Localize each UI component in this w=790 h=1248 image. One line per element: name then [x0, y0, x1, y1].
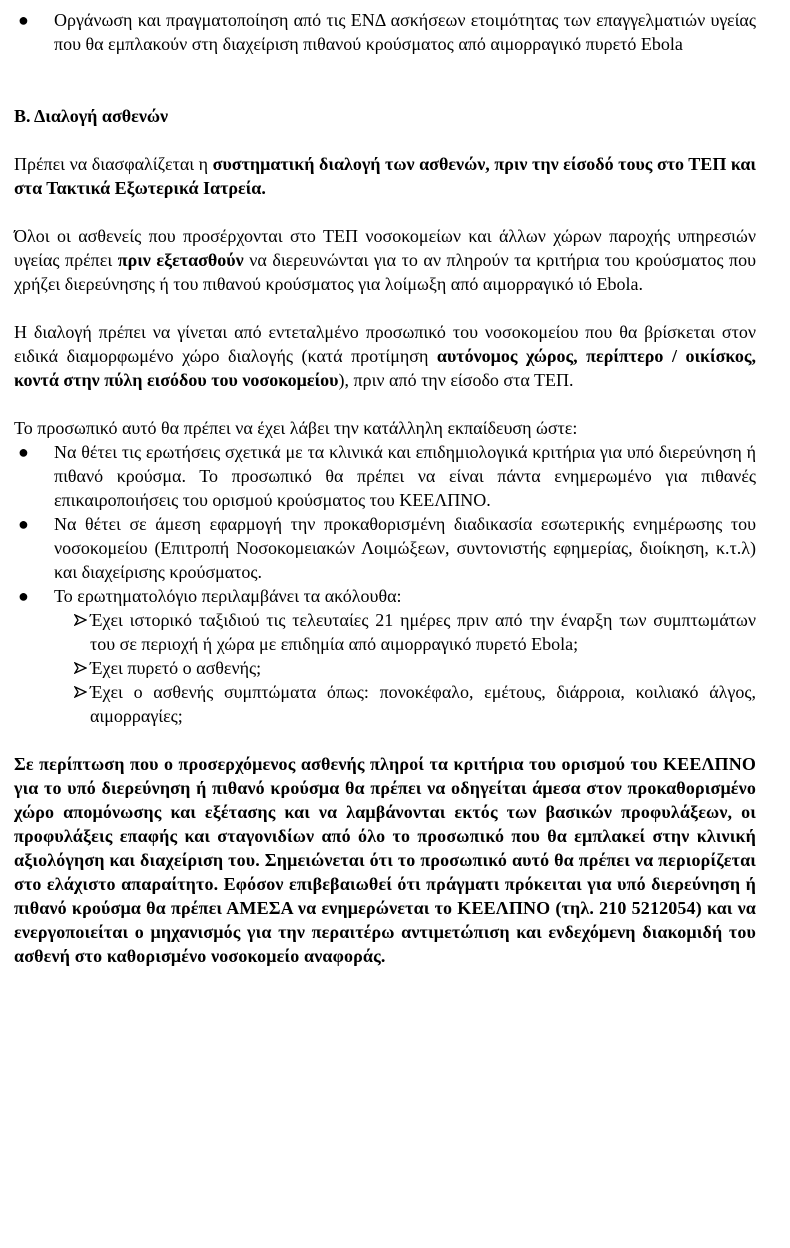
paragraph-1-text: Πρέπει να διασφαλίζεται η: [14, 154, 213, 174]
arrowhead-icon: [74, 680, 90, 698]
list-item: [14, 440, 756, 512]
bullet-icon: ●: [18, 514, 29, 534]
paragraph-4-intro: Το προσωπικό αυτό θα πρέπει να έχει λάβει την κατάλληλη εκπαίδευση ώστε:: [14, 418, 578, 438]
paragraph-2-text-c: να διερευνώνται για το αν πληρούν τα κριτήρια του κρούσματος που χρήζει διερεύνησης ή του πιθανού κρούσματος για λοίμωξη από αιμορραγικό ιό Ebola.: [14, 250, 757, 294]
top-bullet-text: Οργάνωση και πραγματοποίηση από τις ΕΝΔ ασκήσεων ετοιμότητας των επαγγελματιών υγείας που θα εμπλακούν στη διαχείριση πιθανού κρούσματος από αιμορραγικό πυρετό Ebola: [54, 10, 756, 54]
sub-bullet-text: Έχει πυρετό ο ασθενής;: [90, 658, 262, 678]
paragraph-2-bold: πριν εξετασθούν: [117, 250, 244, 270]
final-paragraph: Σε περίπτωση που ο προσερχόμενος ασθενής πληροί τα κριτήρια του ορισμού του ΚΕΕΛΠΝΟ για το υπό διερεύνηση ή πιθανό κρούσμα θα πρέπει να οδηγείται άμεσα στον προκαθορισμένο χώρο απομόνωσης και εξέτασης και να λαμβάνονται εκτός των βασικών προφυλάξεων, οι προφυλάξεις επαφής και σταγονιδίων από όλο το προσωπικό που θα εμπλακεί στην κλινική αξιολόγηση και διαχείριση του. Σημειώνεται ότι το προσωπικό αυτό θα πρέπει να περιορίζεται στο ελάχιστο απαραίτητο. Εφόσον επιβεβαιωθεί ότι πράγματι πρόκειται για υπό διερεύνηση ή πιθανό κρούσμα θα πρέπει ΑΜΕΣΑ να ενημερώνεται το ΚΕΕΛΠΝΟ (τηλ. 210 5212054) και να ενεργοποιείται ο μηχανισμός για την περαιτέρω αντιμετώπιση και ενδεχόμενη διακομιδή του ασθενή στο καθορισμένο νοσοκομείο αναφοράς.: [14, 754, 756, 966]
paragraph-3-text-c: ), πριν από την είσοδο στα ΤΕΠ.: [338, 370, 574, 390]
list-item: [14, 584, 756, 608]
paragraph-2-text-a: Όλοι οι ασθενείς που προσέρχονται στο ΤΕΠ νοσοκομείων και άλλων χώρων παροχής υπηρεσιών υγείας πρέπει: [14, 226, 756, 270]
sub-list-item: [14, 656, 756, 680]
document-page: [14, 8, 756, 968]
list-item: [14, 8, 756, 56]
sub-list-item: [14, 680, 756, 728]
bullet-icon: ●: [18, 10, 29, 30]
paragraph-3: [14, 320, 756, 392]
bullet-text: Το ερωτηματολόγιο περιλαμβάνει τα ακόλουθα:: [54, 586, 402, 606]
section-heading: Β. Διαλογή ασθενών: [14, 106, 169, 126]
paragraph-3-text-a: Η διαλογή πρέπει να γίνεται από εντεταλμένο προσωπικό του νοσοκομείου που θα βρίσκεται στον ειδικά διαμορφωμένο χώρο διαλογής (κατά προτίμηση: [14, 322, 756, 366]
paragraph-1-bold: συστηματική διαλογή των ασθενών, πριν την είσοδό τους στο ΤΕΠ και στα Τακτικά Εξωτερικά Ιατρεία.: [14, 154, 756, 198]
list-item: [14, 512, 756, 584]
arrowhead-icon: [74, 656, 90, 674]
paragraph-3-bold: αυτόνομος χώρος, περίπτερο / οικίσκος, κοντά στην πύλη εισόδου του νοσοκομείου: [14, 346, 756, 390]
arrowhead-icon: [74, 608, 90, 626]
sub-list-item: [14, 608, 756, 656]
sub-bullet-text: Έχει ο ασθενής συμπτώματα όπως: πονοκέφαλο, εμέτους, διάρροια, κοιλιακό άλγος, αιμορραγίες;: [90, 682, 756, 726]
bullet-icon: ●: [18, 586, 29, 606]
paragraph-1: [14, 152, 756, 200]
bullet-icon: ●: [18, 442, 29, 462]
sub-bullet-text: Έχει ιστορικό ταξιδιού τις τελευταίες 21 ημέρες πριν από την έναρξη των συμπτωμάτων του σε περιοχή ή χώρα με επιδημία από αιμορραγικό πυρετό Ebola;: [90, 610, 756, 654]
bullet-text: Να θέτει σε άμεση εφαρμογή την προκαθορισμένη διαδικασία εσωτερικής ενημέρωσης του νοσοκομείου (Επιτροπή Νοσοκομειακών Λοιμώξεων, συντονιστής εφημερίας, διοίκηση, κ.τ.λ) και διαχείρισης κρούσματος.: [54, 514, 756, 582]
paragraph-2: [14, 224, 756, 296]
bullet-text: Να θέτει τις ερωτήσεις σχετικά με τα κλινικά και επιδημιολογικά κριτήρια για υπό διερεύνηση ή πιθανό κρούσμα. Το προσωπικό θα πρέπει να είναι πάντα ενημερωμένο για πιθανές επικαιροποιήσεις του ορισμού κρούσματος του ΚΕΕΛΠΝΟ.: [54, 442, 756, 510]
